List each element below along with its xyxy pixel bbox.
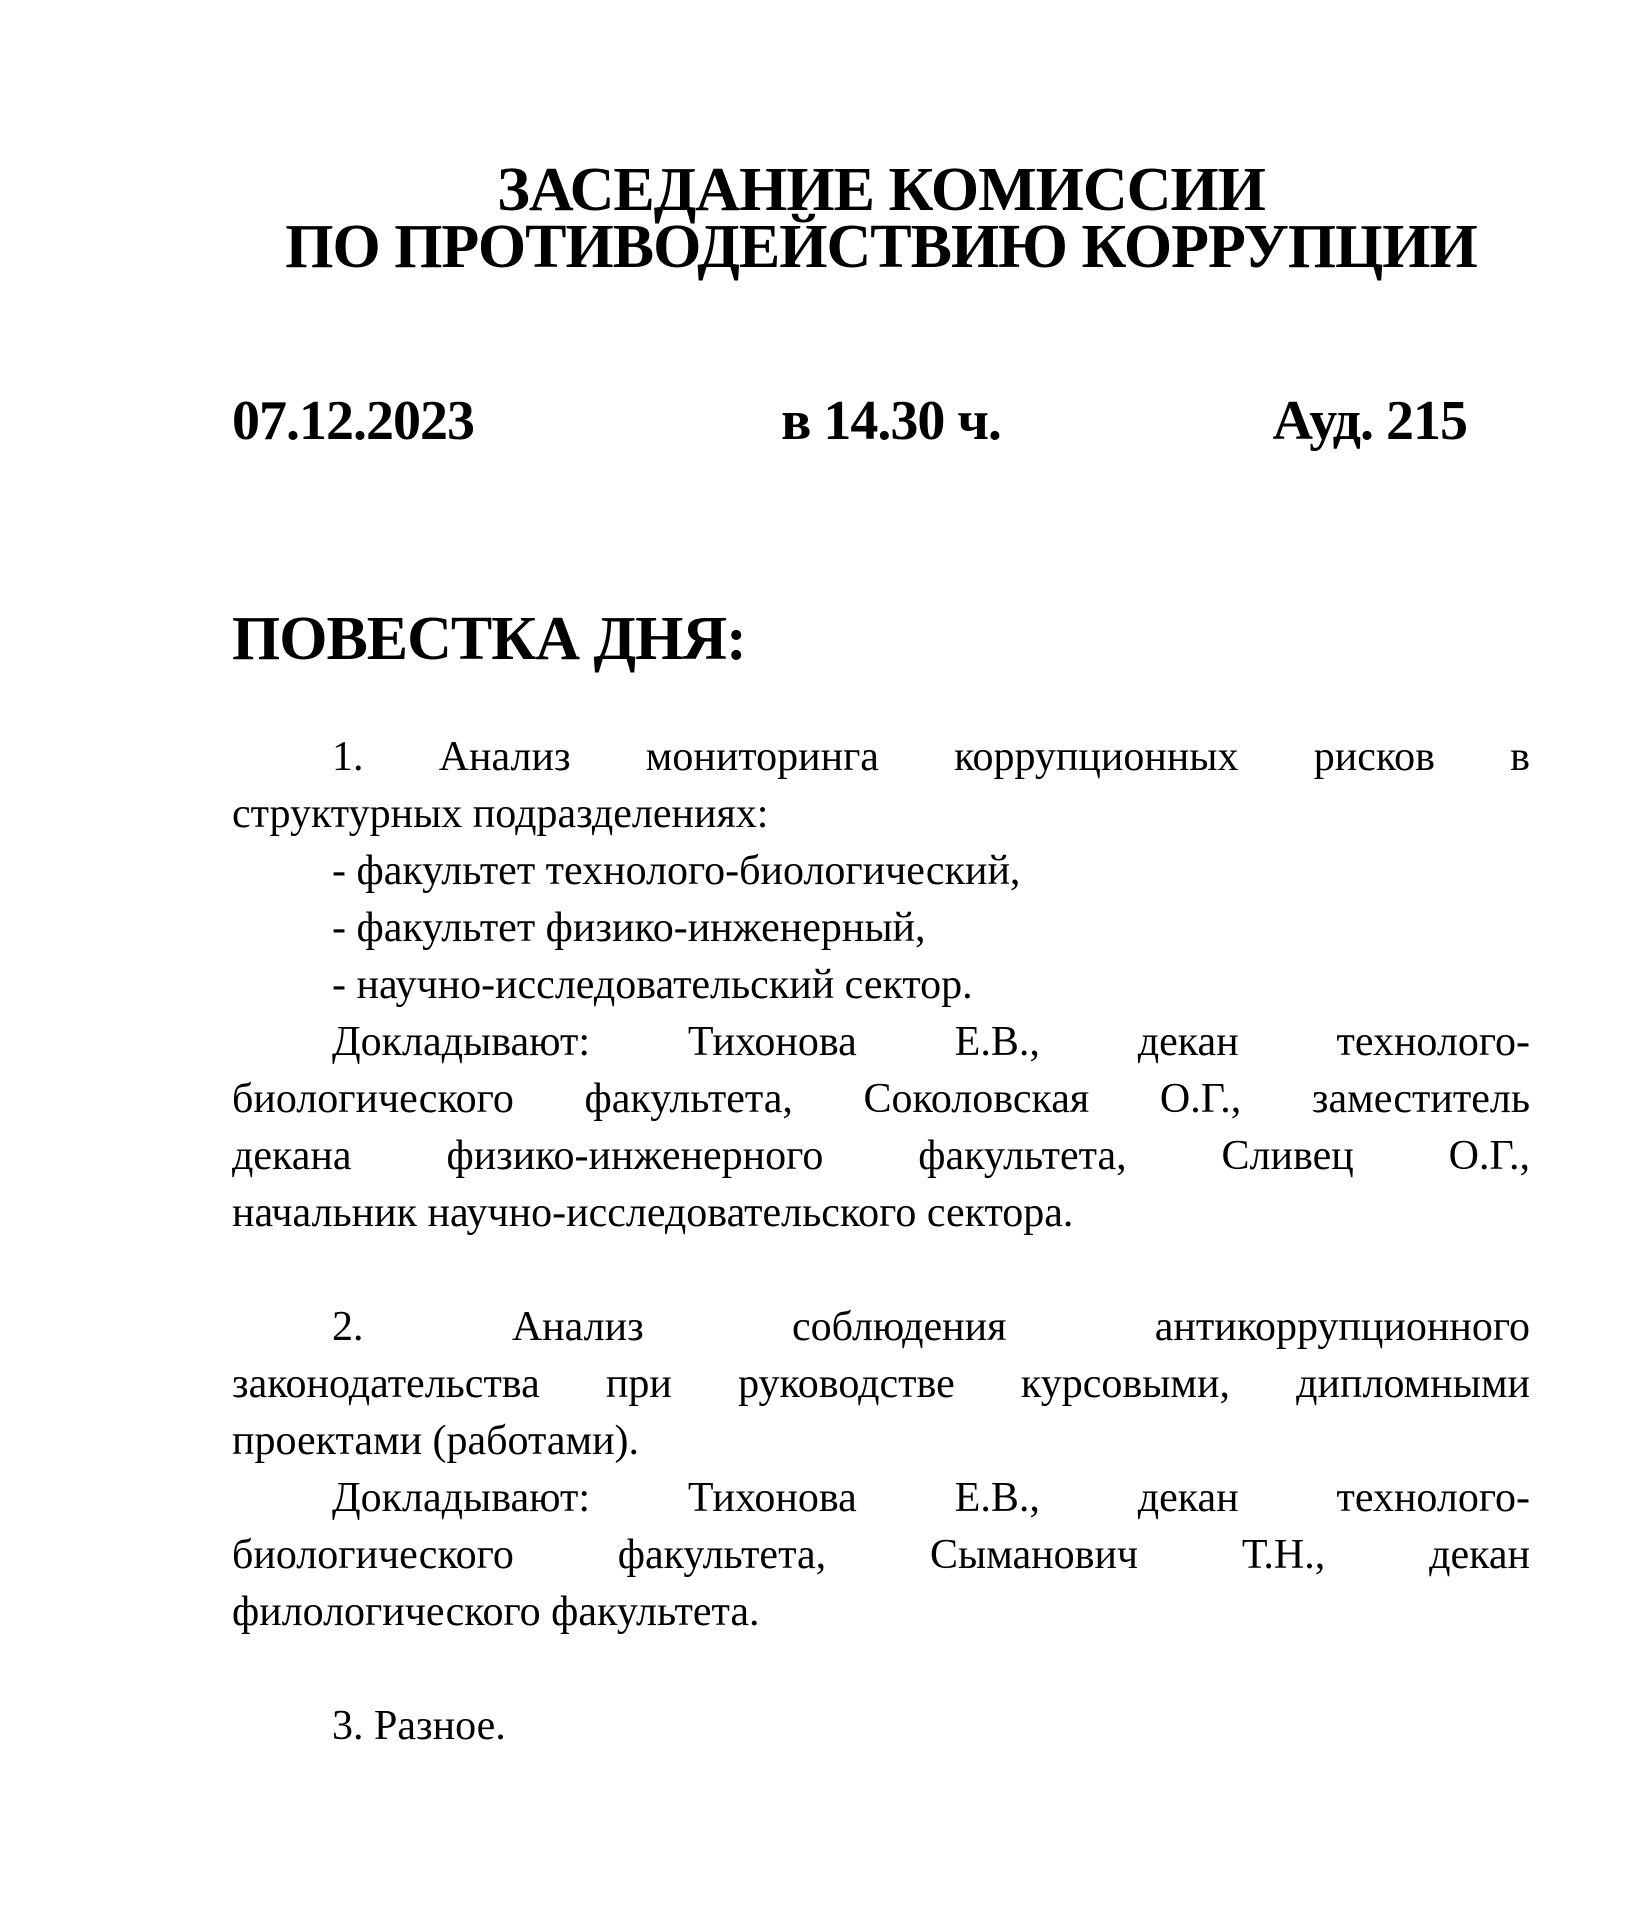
text-line: филологического факультета. (232, 1589, 760, 1635)
text-line: 2. Анализ соблюдения антикоррупционного (332, 1304, 1530, 1350)
agenda-paragraph (232, 1470, 1530, 1641)
text-line: Докладывают: Тихонова Е.В., декан технолого- (332, 1475, 1530, 1521)
meeting-room: Ауд. 215 (1272, 390, 1467, 452)
agenda-paragraph (232, 1014, 1530, 1242)
agenda-paragraph (232, 729, 1530, 843)
text-line: начальник научно-исследовательского сектора. (232, 1190, 1074, 1236)
agenda-paragraph (232, 843, 1530, 900)
text-line: Докладывают: Тихонова Е.В., декан технолого- (332, 1019, 1530, 1065)
meeting-date: 07.12.2023 (232, 390, 474, 452)
text-line: законодательства при руководстве курсовыми, дипломными (232, 1361, 1530, 1407)
agenda-heading: ПОВЕСТКА ДНЯ: (232, 605, 746, 673)
meeting-info-row (232, 390, 1530, 452)
text-line: декана физико-инженерного факультета, Сливец О.Г., (232, 1133, 1530, 1179)
text-line: - научно-исследовательский сектор. (332, 962, 973, 1008)
document-title (232, 156, 1530, 281)
text-line: - факультет технолого-биологический, (332, 848, 1021, 894)
title-line-2: ПО ПРОТИВОДЕЙСТВИЮ КОРРУПЦИИ (285, 213, 1477, 281)
text-line: - факультет физико-инженерный, (332, 905, 926, 951)
agenda-paragraph (232, 900, 1530, 957)
text-line: проектами (работами). (232, 1418, 640, 1464)
text-line: структурных подразделениях: (232, 791, 769, 837)
agenda-body (232, 729, 1530, 1755)
text-line: биологического факультета, Сыманович Т.Н., декан (232, 1532, 1530, 1578)
agenda-paragraph (232, 1698, 1530, 1755)
text-line: 1. Анализ мониторинга коррупционных рисков в (332, 734, 1530, 780)
title-line-1: ЗАСЕДАНИЕ КОМИССИИ (497, 156, 1265, 224)
agenda-paragraph (232, 1299, 1530, 1470)
text-line: 3. Разное. (332, 1703, 506, 1749)
text-line: биологического факультета, Соколовская О.Г., заместитель (232, 1076, 1530, 1122)
agenda-paragraph (232, 957, 1530, 1014)
meeting-time: в 14.30 ч. (781, 390, 1001, 452)
